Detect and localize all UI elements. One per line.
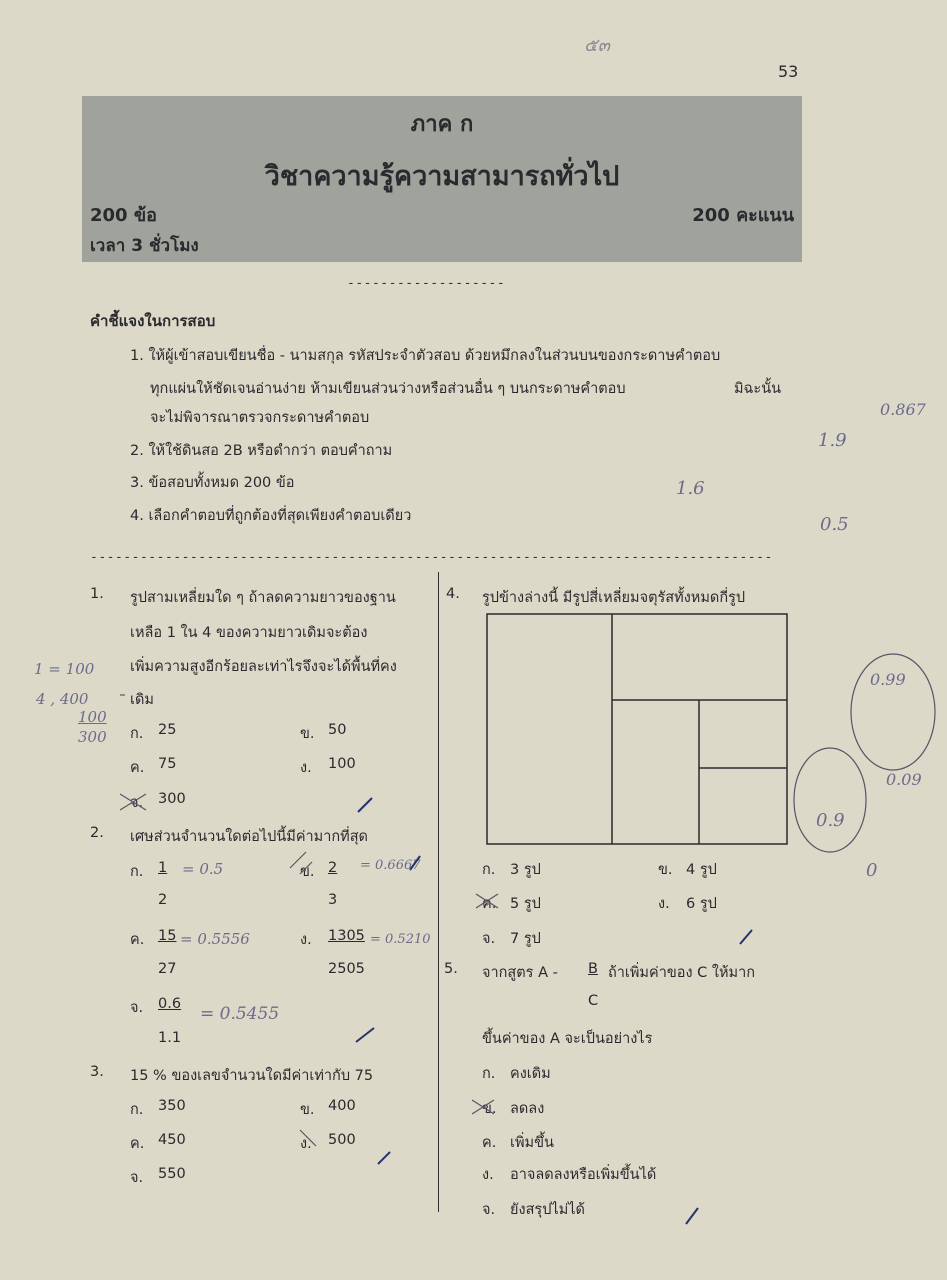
q2-choice-e-denominator: 1.1	[158, 1030, 182, 1046]
q4-choice-a-label: ก.	[482, 862, 496, 878]
q2-choice-b-label: ข.	[300, 864, 315, 880]
q3-choice-d: 500	[328, 1132, 356, 1148]
q5-choice-a-label: ก.	[482, 1066, 496, 1082]
instruction-1-line1: 1. ให้ผู้เข้าสอบเขียนชื่อ - นามสกุล รหัสประจำตัวสอบ ด้วยหมึกลงในส่วนบนของกระดาษคำตอบ	[130, 348, 721, 364]
q5-fraction-denominator: C	[588, 993, 599, 1009]
q5-choice-a: คงเดิม	[510, 1066, 551, 1082]
q2-choice-b-denominator: 3	[328, 892, 338, 908]
q4-choice-e-label: จ.	[482, 931, 496, 947]
header-banner	[82, 96, 802, 262]
q1-choice-e: 300	[158, 791, 186, 807]
item-count: 200 ข้อ	[90, 205, 157, 226]
q4-choice-e: 7 รูป	[510, 931, 541, 947]
handwritten-note-3: 100	[78, 708, 107, 726]
q3-choice-c: 450	[158, 1132, 186, 1148]
q5-choice-e: ยังสรุปไม่ได้	[510, 1202, 585, 1218]
q1-line3: เพิ่มความสูงอีกร้อยละเท่าไรจึงจะได้พื้นที่คง	[130, 659, 397, 675]
q2-choice-c-numerator: 15	[158, 928, 177, 944]
instruction-4: 4. เลือกคำตอบที่ถูกต้องที่สุดเพียงคำตอบเดียว	[130, 508, 412, 524]
q1-choice-c: 75	[158, 756, 177, 772]
q4-choice-c: 5 รูป	[510, 896, 541, 912]
q2-choice-c-label: ค.	[130, 932, 145, 948]
q1-line4: เดิม	[130, 692, 154, 708]
q2-choice-e-label: จ.	[130, 1000, 144, 1016]
q2-choice-d-label: ง.	[300, 932, 312, 948]
handwritten-q2c: = 0.5556	[180, 930, 250, 948]
instruction-3: 3. ข้อสอบทั้งหมด 200 ข้อ	[130, 475, 295, 491]
q3-line1: 15 % ของเลขจำนวนใดมีค่าเท่ากับ 75	[130, 1068, 374, 1084]
q4-choice-a: 3 รูป	[510, 862, 541, 878]
q5-choice-d-label: ง.	[482, 1167, 494, 1183]
q4-choice-d: 6 รูป	[686, 896, 717, 912]
q1-choice-b-label: ข.	[300, 726, 315, 742]
section-divider: ----------------------------------------------------------------------------------	[90, 550, 773, 565]
q2-choice-e-numerator: 0.6	[158, 996, 182, 1012]
q5-choice-c-label: ค.	[482, 1135, 497, 1151]
handwritten-q2e: = 0.5455	[200, 1004, 280, 1024]
q1-choice-b: 50	[328, 722, 347, 738]
q4-line1: รูปข้างล่างนี้ มีรูปสี่เหลี่ยมจตุรัสทั้งหมดกี่รูป	[482, 590, 746, 606]
q2-choice-a-label: ก.	[130, 864, 144, 880]
q3-choice-c-label: ค.	[130, 1136, 145, 1152]
q1-choice-d-label: ง.	[300, 760, 312, 776]
instruction-2: 2. ให้ใช้ดินสอ 2B หรือดำกว่า ตอบคำถาม	[130, 443, 393, 459]
q3-choice-d-label: ง.	[300, 1136, 312, 1152]
page-number: 53	[778, 62, 799, 81]
handwritten-r3: 0.867	[880, 400, 926, 419]
exam-time: เวลา 3 ชั่วโมง	[90, 236, 199, 256]
q5-line1-rest: ถ้าเพิ่มค่าของ C ให้มาก	[608, 965, 755, 981]
q4-number: 4.	[446, 586, 460, 602]
q4-choice-b-label: ข.	[658, 862, 673, 878]
handwritten-r4: 0.5	[820, 514, 849, 535]
q1-choice-d: 100	[328, 756, 356, 772]
handwritten-r8: 0	[866, 860, 878, 881]
handwritten-note-4: 300	[78, 728, 107, 746]
q5-number: 5.	[444, 961, 458, 977]
q5-choice-b-label: ข.	[482, 1101, 497, 1117]
q2-choice-d-numerator: 1305	[328, 928, 365, 944]
q1-line1: รูปสามเหลี่ยมใด ๆ ถ้าลดความยาวของฐาน	[130, 590, 396, 606]
q1-line2: เหลือ 1 ใน 4 ของความยาวเดิมจะต้อง	[130, 625, 368, 641]
q5-choice-b: ลดลง	[510, 1101, 545, 1117]
instruction-1-line2-end: มิฉะนั้น	[734, 381, 782, 397]
short-divider: -------------------	[347, 276, 506, 291]
q2-choice-a-denominator: 2	[158, 892, 168, 908]
instruction-1-line2: ทุกแผ่นให้ชัดเจนอ่านง่าย ห้ามเขียนส่วนว่างหรือส่วนอื่น ๆ บนกระดาษคำตอบ	[150, 381, 626, 397]
q2-choice-a-numerator: 1	[158, 860, 168, 876]
handwritten-note-1: 1 = 100	[34, 660, 95, 678]
q5-choice-e-label: จ.	[482, 1202, 496, 1218]
total-points: 200 คะแนน	[692, 205, 794, 226]
q4-choice-d-label: ง.	[658, 896, 670, 912]
q1-choice-a: 25	[158, 722, 177, 738]
q3-number: 3.	[90, 1064, 104, 1080]
handwritten-q2b: = 0.6667	[360, 858, 421, 873]
q5-choice-c: เพิ่มขึ้น	[510, 1135, 554, 1151]
q2-line1: เศษส่วนจำนวนใดต่อไปนี้มีค่ามากที่สุด	[130, 829, 368, 845]
q1-choice-e-label: จ.	[130, 795, 144, 811]
q3-choice-e-label: จ.	[130, 1170, 144, 1186]
q5-formula-start: จากสูตร A -	[482, 965, 558, 981]
q2-number: 2.	[90, 825, 104, 841]
q3-choice-e: 550	[158, 1166, 186, 1182]
q3-choice-b-label: ข.	[300, 1102, 315, 1118]
instructions-title: คำชี้แจงในการสอบ	[90, 312, 216, 330]
column-divider	[438, 572, 439, 1212]
handwritten-top-mark: ๕๓	[584, 35, 610, 56]
q3-choice-a: 350	[158, 1098, 186, 1114]
handwritten-r6: 0.09	[886, 770, 922, 789]
q5-line2: ขึ้นค่าของ A จะเป็นอย่างไร	[482, 1031, 653, 1047]
handwritten-q2d: = 0.5210	[370, 932, 431, 947]
handwritten-q2a: = 0.5	[182, 860, 224, 878]
handwritten-r5: 0.99	[870, 670, 906, 689]
q4-choice-b: 4 รูป	[686, 862, 717, 878]
handwritten-r1: 1.6	[676, 478, 705, 499]
q1-choice-c-label: ค.	[130, 760, 145, 776]
instruction-1-line3: จะไม่พิจารณาตรวจกระดาษคำตอบ	[150, 410, 370, 426]
subject-title: วิชาความรู้ความสามารถทั่วไป	[264, 161, 620, 192]
part-title: ภาค ก	[410, 112, 474, 137]
q1-choice-a-label: ก.	[130, 726, 144, 742]
q5-choice-d: อาจลดลงหรือเพิ่มขึ้นได้	[510, 1167, 657, 1183]
q5-fraction-numerator: B	[588, 961, 598, 977]
handwritten-r2: 1.9	[818, 430, 847, 451]
q3-choice-a-label: ก.	[130, 1102, 144, 1118]
handwritten-note-2: 4 , 400	[36, 690, 89, 708]
q3-choice-b: 400	[328, 1098, 356, 1114]
q2-choice-d-denominator: 2505	[328, 961, 365, 977]
q4-choice-c-label: ค.	[482, 896, 497, 912]
q2-choice-c-denominator: 27	[158, 961, 177, 977]
q2-choice-b-numerator: 2	[328, 860, 338, 876]
handwritten-r7: 0.9	[816, 810, 845, 831]
q1-number: 1.	[90, 586, 104, 602]
